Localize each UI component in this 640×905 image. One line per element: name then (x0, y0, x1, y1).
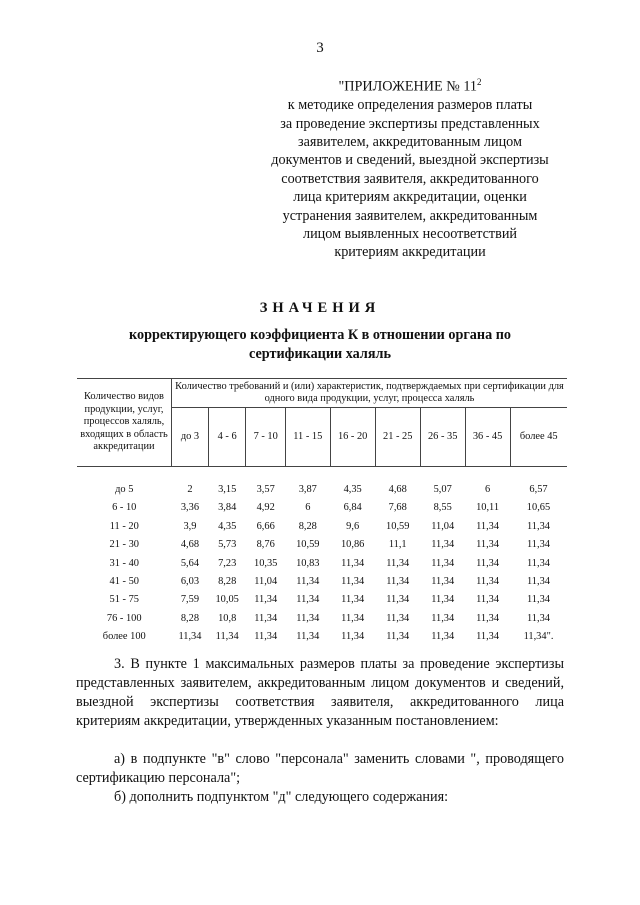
table-row (77, 569, 567, 587)
table-cell: 4,35 (218, 520, 237, 532)
row-label: 31 - 40 (109, 557, 139, 569)
table-cell: 11,34 (527, 594, 550, 606)
table-cell: 6,84 (343, 502, 362, 514)
table-cell: 7,23 (218, 557, 237, 569)
table-cell: 11,34 (386, 612, 410, 624)
table-cell: 11,34 (296, 631, 320, 643)
table-cell: 3,87 (298, 484, 317, 495)
row-label: 21 - 30 (109, 539, 139, 551)
table-cell: 11,34 (341, 575, 365, 587)
table-cell: 10,83 (296, 557, 320, 569)
row-label: более 100 (102, 631, 146, 643)
values-heading: ЗНАЧЕНИЯ (259, 300, 381, 316)
table-cell: 10,59 (296, 539, 320, 551)
table-cell: 11,34 (341, 612, 365, 624)
table-row (77, 624, 567, 642)
table-cell: 11,34 (296, 594, 320, 606)
table-cell: 3,15 (218, 484, 237, 495)
table-cell: 6,66 (256, 520, 275, 532)
table-cell: 8,76 (256, 539, 275, 551)
table-cell: 11,34 (254, 594, 278, 606)
paragraph-item-3: 3. В пункте 1 максимальных размеров платы за проведение экспертизы представленных заявителем, аккредитованным лицом документов и сведений, выездной экспертизы соответствия заявителя, аккредитованного лица критериям аккредитации, утвержденных указанным постановлением: (76, 656, 564, 729)
table-cell: 3,57 (256, 484, 275, 495)
table-cell: 11,34 (476, 612, 500, 624)
table-cell: 5,73 (218, 539, 237, 551)
appendix-line: устранения заявителем, аккредитованным (282, 207, 538, 224)
table-cell: 4,35 (343, 484, 362, 495)
table-cell: 10,35 (254, 557, 278, 569)
coefficient-table (77, 378, 567, 642)
table-cell: 11,04 (254, 575, 278, 587)
row-label: до 5 (115, 484, 134, 495)
appendix-line: за проведение экспертизы представленных (280, 115, 540, 132)
table-cell: 11,34 (386, 631, 410, 643)
table-cell: 11,34 (341, 594, 365, 606)
table-cell: 11,34 (431, 631, 455, 643)
table-cell: 2 (187, 484, 193, 495)
table-body (77, 467, 567, 643)
table-cell: 10,11 (476, 502, 500, 514)
appendix-line: документов и сведений, выездной экспертизы (271, 152, 549, 169)
table-cell: 10,05 (215, 594, 239, 606)
table-cell: 5,07 (433, 484, 452, 495)
column-header: 16 - 20 (330, 408, 375, 467)
table-cell: 11,34 (178, 631, 202, 643)
row-label: 11 - 20 (109, 520, 139, 532)
row-header: Количество видов продукции, услуг, процессов халяль, входящих в область аккредитации (77, 379, 172, 467)
column-header: 7 - 10 (246, 408, 286, 467)
table-cell: 4,68 (180, 539, 200, 551)
column-header: до 3 (172, 408, 209, 467)
page-number: 3 (316, 40, 324, 56)
table-cell: 10,8 (218, 612, 237, 624)
column-header: 4 - 6 (208, 408, 246, 467)
appendix-title (250, 73, 570, 96)
table-cell: 11,34 (341, 631, 365, 643)
row-label: 51 - 75 (109, 594, 139, 606)
table-cell: 11,34 (476, 575, 500, 587)
table-row (77, 467, 567, 496)
table-row (77, 587, 567, 605)
table-cell: 11,34 (476, 631, 500, 643)
table-cell: 11,34 (215, 631, 239, 643)
table-cell: 6,03 (180, 575, 200, 587)
table-cell: 11,34 (527, 520, 550, 532)
table-cell: 11,34 (386, 575, 410, 587)
table-cell: 11,34 (296, 612, 320, 624)
table-cell: 8,55 (433, 502, 452, 514)
row-label: 41 - 50 (109, 575, 139, 587)
table-row (77, 513, 567, 531)
values-subheading: корректирующего коэффициента К в отношении органа по сертификации халяль (129, 327, 511, 362)
row-label: 6 - 10 (112, 502, 137, 514)
table-cell: 3,84 (218, 502, 237, 514)
appendix-line: соответствия заявителя, аккредитованного (281, 170, 539, 187)
table-cell: 3,9 (183, 520, 197, 532)
appendix-line: критериям аккредитации (334, 244, 486, 261)
table-cell: 10,59 (386, 520, 410, 532)
paragraph-subitem-b: б) дополнить подпунктом "д" следующего содержания: (114, 789, 449, 805)
table-cell: 11,34 (476, 520, 500, 532)
column-header: 36 - 45 (465, 408, 510, 467)
table-cell: 11,34 (431, 539, 455, 551)
table-row (77, 605, 567, 623)
column-header: 21 - 25 (375, 408, 420, 467)
table-cell: 11,34 (341, 557, 365, 569)
table-cell: 7,68 (388, 502, 407, 514)
table-cell: 4,68 (388, 484, 407, 495)
table-cell: 11,1 (388, 539, 407, 551)
table-cell: 11,34 (431, 575, 455, 587)
table-cell: 11,34 (527, 557, 550, 569)
table-cell: 8,28 (298, 520, 317, 532)
table-cell: 11,34 (476, 557, 500, 569)
paragraph-subitem-a: а) в подпункте "в" слово "персонала" заменить словами ", проводящего сертификацию персонала"; (76, 751, 564, 786)
table-cell: 8,28 (218, 575, 237, 587)
appendix-title-superscript: 2 (477, 77, 482, 87)
table-cell: 10,65 (526, 502, 551, 514)
table-cell: 11,34". (523, 631, 554, 643)
table-cell: 11,34 (476, 594, 500, 606)
table-cell: 11,34 (527, 575, 550, 587)
table-cell: 9,6 (346, 520, 360, 532)
table-cell: 8,28 (180, 612, 200, 624)
column-header: 11 - 15 (285, 408, 330, 467)
table-cell: 7,59 (180, 594, 200, 606)
appendix-line: к методике определения размеров платы (287, 97, 533, 114)
appendix-line: лицом выявленных несоответствий (302, 225, 518, 242)
table-cell: 11,34 (254, 631, 278, 643)
table-row (77, 550, 567, 568)
table-cell: 11,34 (527, 539, 550, 551)
table-cell: 11,34 (431, 557, 455, 569)
appendix-line: лица критериям аккредитации, оценки (293, 189, 527, 206)
group-header: Количество требований и (или) характеристик, подтверждаемых при сертификации для одного вида продукции, услуг, процесса халяль (172, 379, 568, 408)
appendix-lines (250, 96, 570, 262)
table-cell: 11,34 (527, 612, 550, 624)
column-header: более 45 (510, 408, 567, 467)
table-cell: 5,64 (180, 557, 200, 569)
appendix-header (250, 73, 570, 262)
table-cell: 6,57 (529, 484, 548, 495)
table-cell: 11,34 (386, 557, 410, 569)
table-cell: 6 (484, 484, 491, 495)
column-header: 26 - 35 (420, 408, 465, 467)
table-cell: 11,34 (254, 612, 278, 624)
table-cell: 11,34 (476, 539, 500, 551)
table-cell: 11,04 (431, 520, 455, 532)
appendix-line: заявителем, аккредитованным лицом (298, 133, 522, 150)
table-cell: 11,34 (386, 594, 410, 606)
appendix-title-text: "ПРИЛОЖЕНИЕ № 11 (338, 78, 477, 95)
table-cell: 11,34 (296, 575, 320, 587)
table-cell: 11,34 (431, 594, 455, 606)
table-row (77, 495, 567, 513)
table-row (77, 532, 567, 550)
row-label: 76 - 100 (106, 612, 142, 624)
table-cell: 10,86 (340, 539, 365, 551)
table-cell: 11,34 (431, 612, 455, 624)
table-cell: 3,36 (180, 502, 200, 514)
table-cell: 6 (305, 502, 311, 514)
table-cell: 4,92 (256, 502, 275, 514)
